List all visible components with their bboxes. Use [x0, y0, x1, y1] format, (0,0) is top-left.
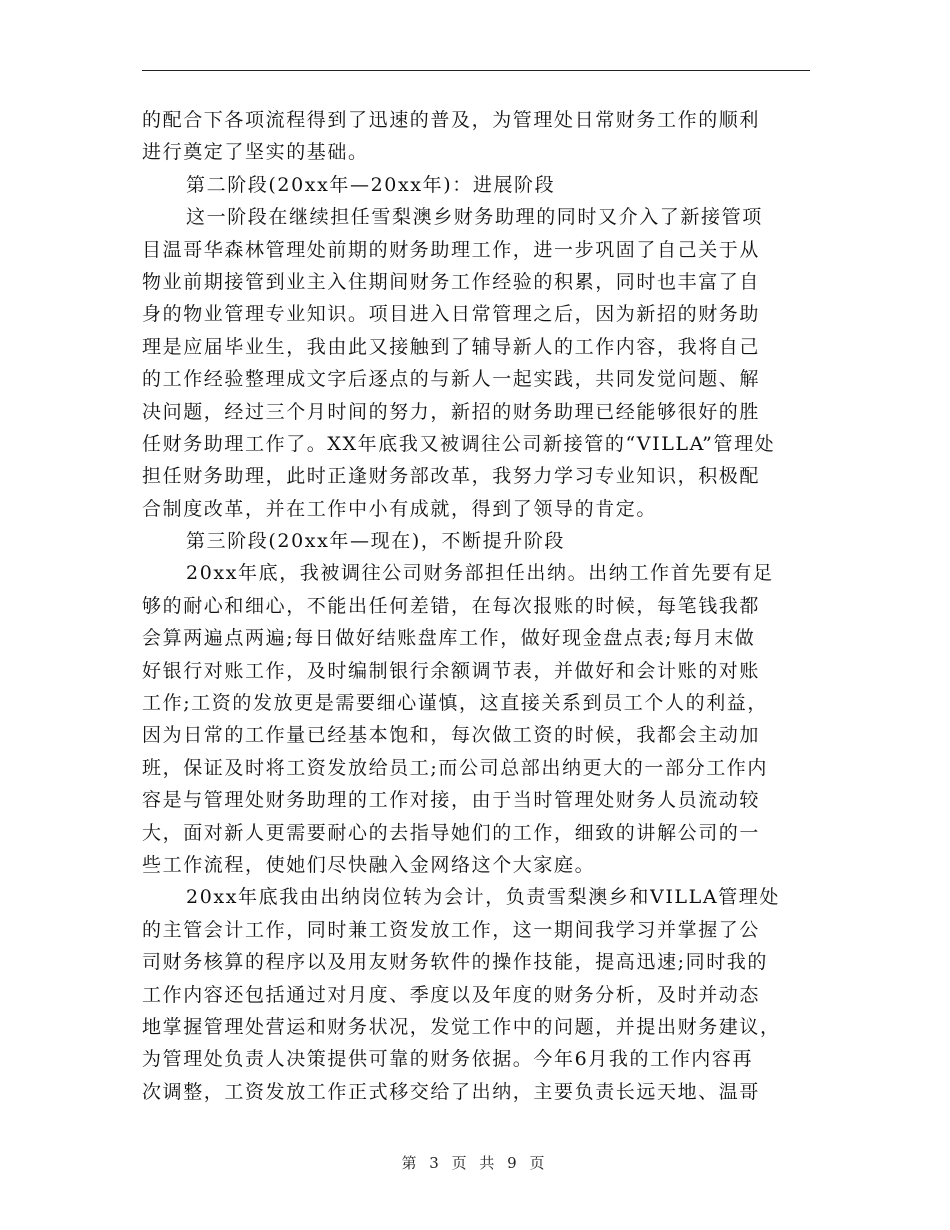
page-footer: 第 3 页 共 9 页 [401, 1154, 549, 1172]
text-line: 工作内容还包括通过对月度、季度以及年度的财务分析，及时并动态 [142, 983, 761, 1006]
text-line: 因为日常的工作量已经基本饱和，每次做工资的时候，我都会主动加 [142, 724, 761, 747]
paragraph-first-line: 第三阶段(20xx年—现在)，不断提升阶段 [186, 530, 566, 553]
text-line: 工作;工资的发放更是需要细心谨慎，这直接关系到员工个人的利益， [142, 692, 769, 715]
text-line: 合制度改革，并在工作中小有成就，得到了领导的肯定。 [142, 497, 658, 520]
text-line: 司财务核算的程序以及用友财务软件的操作技能，提高迅速;同时我的 [142, 951, 769, 974]
text-line: 会算两遍点两遍;每日做好结账盘库工作，做好现金盘点表;每月末做 [142, 627, 756, 650]
paragraph-first-line: 20xx年底，我被调往公司财务部担任出纳。出纳工作首先要有足 [186, 562, 774, 585]
text-line: 担任财务助理，此时正逢财务部改革，我努力学习专业知识，积极配 [142, 465, 761, 488]
text-line: 大，面对新人更需要耐心的去指导她们的工作，细致的讲解公司的一 [142, 821, 761, 844]
text-line: 决问题，经过三个月时间的努力，新招的财务助理已经能够很好的胜 [142, 400, 761, 423]
text-line: 班，保证及时将工资发放给员工;而公司总部出纳更大的一部分工作内 [142, 756, 769, 779]
text-line: 些工作流程，使她们尽快融入金网络这个大家庭。 [142, 853, 596, 876]
text-line: 次调整，工资发放工作正式移交给了出纳，主要负责长远天地、温哥 [142, 1080, 761, 1103]
paragraph-first-line: 第二阶段(20xx年—20xx年)：进展阶段 [186, 173, 556, 196]
header-rule [142, 70, 810, 71]
text-line: 地掌握管理处营运和财务状况，发觉工作中的问题，并提出财务建议， [142, 1015, 781, 1038]
document-body [142, 104, 810, 1108]
text-line: 物业前期接管到业主入住期间财务工作经验的积累，同时也丰富了自 [142, 270, 761, 293]
text-line: 的主管会计工作，同时兼工资发放工作，这一期间我学习并掌握了公 [142, 918, 761, 941]
text-line: 好银行对账工作，及时编制银行余额调节表，并做好和会计账的对账 [142, 659, 761, 682]
text-line: 任财务助理工作了。XX年底我又被调往公司新接管的“VILLA”管理处 [142, 432, 776, 455]
text-line: 够的耐心和细心，不能出任何差错，在每次报账的时候，每笔钱我都 [142, 594, 761, 617]
paragraph-first-line: 20xx年底我由出纳岗位转为会计，负责雪梨澳乡和VILLA管理处 [186, 886, 780, 909]
text-line: 身的物业管理专业知识。项目进入日常管理之后，因为新招的财务助 [142, 303, 761, 326]
text-line: 为管理处负责人决策提供可靠的财务依据。今年6月我的工作内容再 [142, 1048, 754, 1071]
text-line: 理是应届毕业生，我由此又接触到了辅导新人的工作内容，我将自己 [142, 335, 761, 358]
text-line: 的工作经验整理成文字后逐点的与新人一起实践，共同发觉问题、解 [142, 368, 761, 391]
text-line: 的配合下各项流程得到了迅速的普及，为管理处日常财务工作的顺利 [142, 109, 761, 131]
paragraph-first-line: 这一阶段在继续担任雪梨澳乡财务助理的同时又介入了新接管项 [186, 206, 763, 229]
text-line: 容是与管理处财务助理的工作对接，由于当时管理处财务人员流动较 [142, 789, 761, 812]
text-line: 目温哥华森林管理处前期的财务助理工作，进一步巩固了自己关于从 [142, 238, 761, 261]
text-line: 进行奠定了坚实的基础。 [142, 141, 369, 164]
